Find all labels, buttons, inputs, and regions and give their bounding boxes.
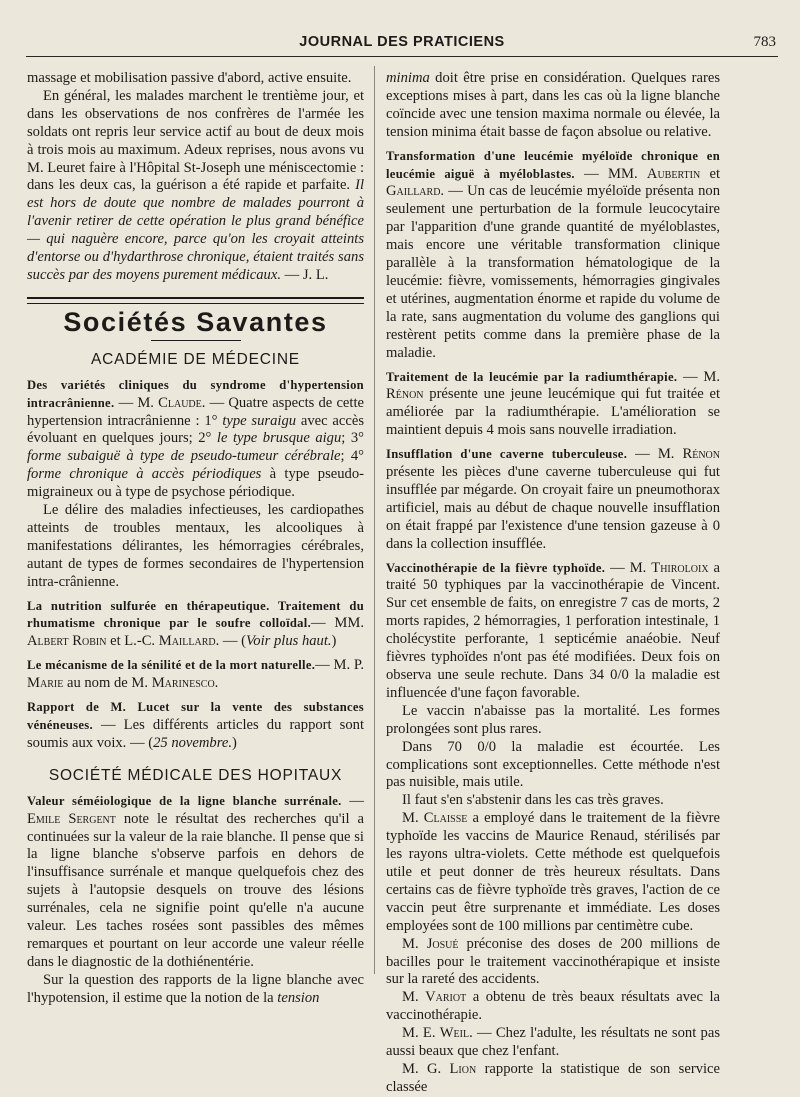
article-heading: Rapport de M. Lucet sur la vente des substances vénéneuses. [27,700,364,732]
paragraph: Dans 70 0/0 la maladie est écourtée. Les complications sont exceptionnelles. Cette méthode n'est pas nuisible, mais utile. [386,738,720,791]
article-paragraph [386,446,720,553]
text: M. E. [402,1025,440,1042]
article-heading: La nutrition sulfurée en thérapeutique. Traitement du rhumatisme chronique par le soufre colloïdal. [27,598,364,631]
left-column [27,70,364,1008]
author-name: Rénon [682,446,720,463]
text: Sur la question des rapports de la ligne blanche avec l'hypotension, il estime que la notion de la [27,971,364,1006]
paragraph [386,70,720,142]
author-name: Maillard [158,633,216,650]
paragraph [386,810,720,935]
paragraph: Le délire des maladies infectieuses, les cardiopathes atteints de troubles mentaux, les alcooliques à manifestations délirantes, les hémorragies cérébrales, autant de types de formes secondaires de l'hypertension intra-crânienne. [27,502,364,590]
author-name: Gaillard [386,183,441,200]
italic-text: minima [386,70,430,86]
signature: — J. L. [280,266,329,283]
italic-text: 25 novembre. [153,734,232,751]
author-name: Thiroloix [651,559,709,576]
text: a obtenu de très beaux résultats avec la vaccinothérapie. [386,989,720,1024]
text: rapporte la statistique de son service classée [386,1060,721,1095]
author-name: Claude [158,394,202,411]
author-name: Albert Robin [27,633,107,650]
title-underline [151,340,241,341]
text: et [700,165,720,182]
paragraph [27,972,364,1008]
text: ; 4° [340,448,364,465]
author-name: Weil [439,1025,470,1042]
article-heading: Valeur séméiologique de la ligne blanche surrénale. [27,793,342,808]
paragraph: Il faut s'en s'abstenir dans les cas très graves. [402,792,664,809]
text: avec accès évoluant en quelques jours; 2° [27,412,365,447]
text: . — Chez l'adulte, les résultats ne sont pas aussi beaux que chez l'enfant. [386,1025,721,1060]
article-paragraph [386,560,720,703]
text: présente une jeune leucémique qui fut traitée et améliorée par la radiumthérapie. L'amélioration se maintient depuis 4 mois sans nouvelle irradiation. [386,386,720,439]
paragraph [386,989,720,1025]
right-column [386,70,720,1097]
author-name: Marinesco [151,675,215,692]
societe-heading: SOCIÉTÉ MÉDICALE DES HOPITAUX [48,766,343,784]
article-paragraph [386,148,720,363]
spacer [27,753,364,763]
text: préconise des doses de 200 millions de bacilles pour le traitement vaccinothérapique et insiste sur la rareté des accidents. [386,935,720,988]
text: à type pseudo-migraineux ou à type de psychose périodique. [27,466,364,501]
paragraph [386,936,720,990]
text: En général, les malades marchent le trentième jour, et dans les observations de nos confrères de l'armée les soldats ont repris leur service actif au bout de deux mois à trois mois au maximum. Adeux reprises, nous avons vu M. Leuret faire à l'Hôpital St-Joseph une méniscectomie : dans les deux cas, la guérison a été rapide et parfaite. [27,87,364,194]
article-paragraph [386,369,720,441]
article-heading: Vaccinothérapie de la fièvre typhoïde. [386,560,606,575]
text: . — Quatre aspects de cette hypertension intracrânienne : 1° [27,394,364,429]
author-name: Variot [425,989,467,1006]
text: — [341,792,364,809]
text: — M. [605,559,652,576]
text: M. [402,810,424,827]
italic-text: type suraigu [222,412,297,429]
paragraph: massage et mobilisation passive d'abord, active ensuite. [27,70,352,86]
text: a traité 50 typhiques par la vaccinothérapie de Vincent. Sur cet ensemble de faits, on enregistre 7 cas de morts, 2 morts rapides, 2 hémorragies, 1 perforation intestinale, 1 cholécystite perforante, 1 septicémie anaéobie. Neuf fièvres typhoïdes n'ont pas été modifiées. Deux fois on observa une seule rechute. Dans 34 0/0 la maladie est influencée d'une façon favorable. [386,559,720,701]
article-paragraph [27,699,364,753]
page-number: 783 [753,34,776,50]
paragraph: Le vaccin n'abaisse pas la mortalité. Les formes prolongées sont plus rares. [386,702,720,737]
text: a employé dans le traitement de la fièvre typhoïde les vaccins de Maurice Renaud, stérilisés par les rayons ultra-violets. Cette méthode est quelquefois utile et peut donner de très heureux résultats. Dans certains cas de fièvre typhoïde très graves, l'action de ce vaccin peut être surprenante et immédiate. Les doses employées sont de 100 millions par centimètre cube. [386,810,720,934]
article-paragraph [27,793,364,972]
author-name: Lion [449,1060,477,1077]
text: — MM. [574,165,647,182]
text: doit être prise en considération. Quelques rares exceptions mises à part, dans les cas où la ligne blanche coïncide avec une tension maxima normale ou élevée, la tension minima était basse de façon absolue ou relative. [386,70,720,140]
text: présente les pièces d'une caverne tuberculeuse qui fut insufflée par mégarde. On croyait faire un pneumothorax artificiel, mais au début de chaque nouvelle insufflation on était frappé par l'existence d'une tension gazeuse à 0 dans la collection insufflée. [386,464,720,552]
author-name: Josué [426,935,459,952]
article-paragraph [27,598,364,652]
text: . — ( [215,633,246,650]
academie-heading: ACADÉMIE DE MÉDECINE [91,350,300,368]
text: . — Un cas de leucémie myéloïde présenta non seulement une perturbation de la formule leucocytaire par l'apparition d'une grande quantité de myéloblastes, mais encore une véritable transformation clinique parallèle à la transformation hématologique de la leucémie: fièvre, vomissements, hémorragies gingivales et utérines, augmentation énorme et rapide du volume de la rate, sans augmentation du volume des ganglions qui restèrent petits comme dans la première phase de la maladie. [386,183,720,361]
text: — M. [627,446,683,463]
article-heading: Des variétés cliniques du syndrome d'hypertension intracrânienne. [27,377,364,410]
author-name: Claisse [423,810,468,827]
text: — M. [114,394,159,411]
text: M. [402,989,426,1006]
section-title: Sociétés Savantes [63,306,328,337]
text: — M. P. [315,657,364,674]
paragraph [27,88,364,285]
text: . [214,675,219,692]
paragraph [386,1025,720,1061]
journal-title: JOURNAL DES PRATICIENS [299,34,505,50]
author-name: Aubertin [646,165,701,182]
text: note le résultat des recherches qu'il a continuées sur la valeur de la raie blanche. Il pense que si la ligne blanche s'observe parfois en dehors de l'insuffisance surrénale et manque quelquefois chez des sujets à l'autopsie desquels on trouve des lésions surrénales, cela ne signifie point qu'elle n'a aucune valeur. Les taches rosées sont passibles des mêmes remarques et pourtant on leur accorde une valeur réelle dans le diagnostic de la dothiénentérie. [27,810,364,970]
text: — Les différents articles du rapport sont soumis aux voix. — ( [27,717,364,751]
article-heading: Le mécanisme de la sénilité et de la mort naturelle. [27,658,316,673]
text: au nom de M. [63,675,152,692]
article-heading: Transformation d'une leucémie myéloïde chronique en leucémie aiguë à myéloblastes. [386,148,720,181]
italic-text: forme subaiguë à type de pseudo-tumeur cérébrale [27,448,341,465]
text: ) [331,633,337,650]
article-paragraph [27,377,364,502]
italic-text: Voir plus haut. [246,633,332,650]
article-heading: Traitement de la leucémie par la radiumthérapie. [386,369,678,384]
paragraph [386,1061,720,1097]
double-rule [27,297,364,304]
author-name: Rénon [386,386,424,403]
running-header [26,30,778,57]
text: M. G. [402,1060,450,1077]
text: ; 3° [341,430,364,447]
italic-text: tension [277,989,320,1006]
article-paragraph [27,657,364,693]
column-divider [374,66,375,974]
italic-text: le type brusque aigu [216,430,342,447]
text: — MM. [311,615,365,632]
author-name: Marie [27,675,64,692]
text: ) [231,734,237,751]
text: M. [402,935,427,952]
article-heading: Insufflation d'une caverne tuberculeuse. [386,447,628,462]
italic-text: Il est hors de doute que nombre de malades pourront à l'avenir retirer de cette opération le plus grand bénéfice — qui naguère encore, parce qu'on les croyait atteints d'entorse ou d'hydarthrose chronique, étaient traités sans succès par des moyens purement médicaux. [27,177,364,283]
author-name: Emile Sergent [27,810,116,827]
text: et L.-C. [106,633,159,650]
italic-text: forme chronique à accès périodiques [27,466,262,483]
text: — M. [677,368,721,385]
